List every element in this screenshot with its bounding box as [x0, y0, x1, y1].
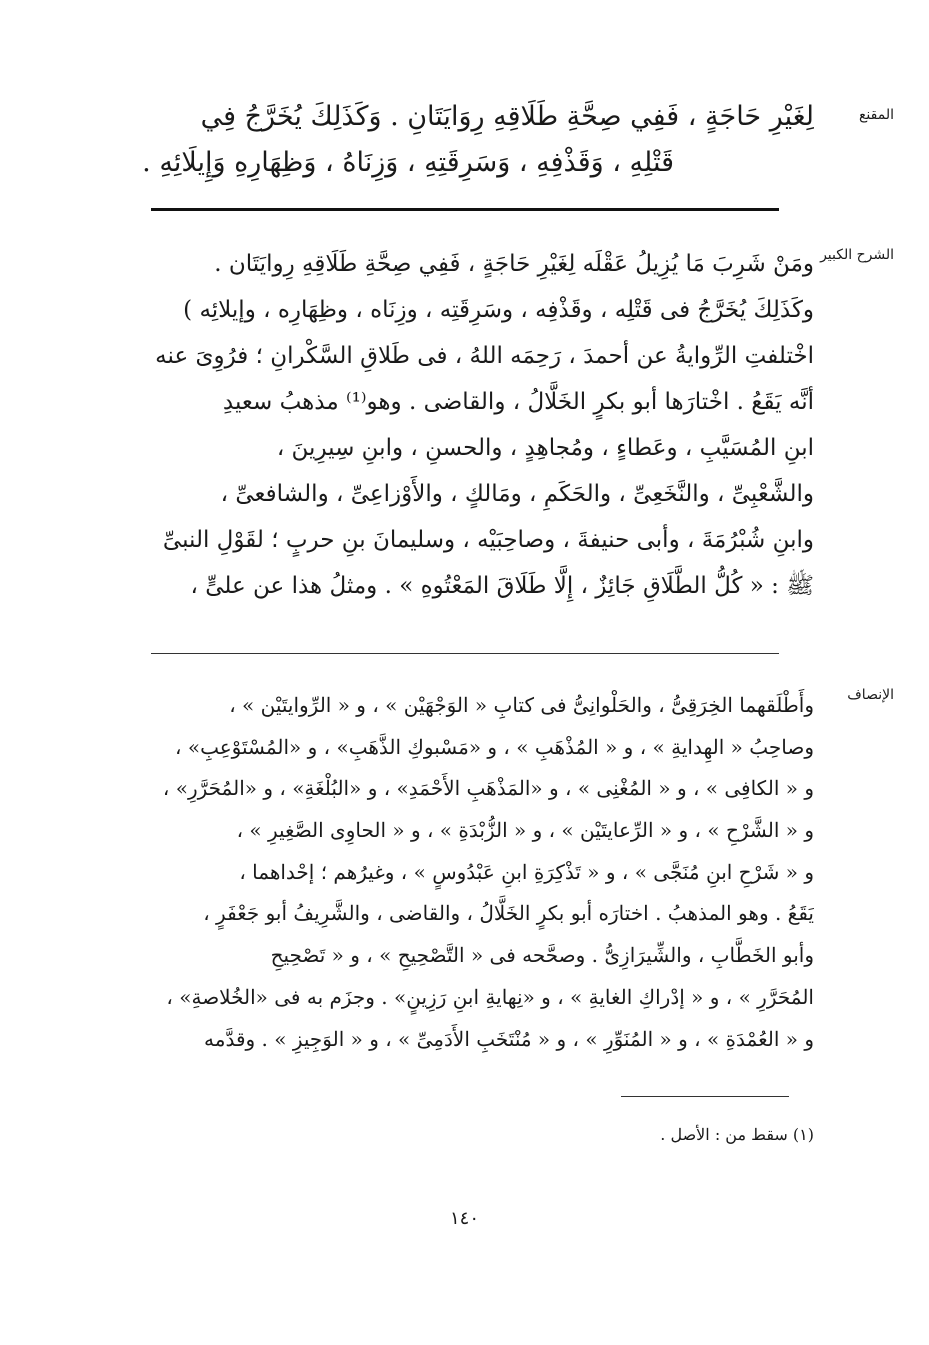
- text-line: و « الشَّرْحِ » ، و « الرِّعايتَيْن » ، و « الزُّبْدَةِ » ، و « الحاوِى الصَّغِيرِ » ،: [236, 818, 814, 843]
- insaf-text: [114, 685, 814, 1060]
- text-line: قَتْلِهِ ، وَقَذْفِهِ ، وَسَرِقَتِهِ ، وَزِنَاهُ ، وَظِهَارِهِ وَإِيلَائِهِ .: [142, 147, 674, 178]
- footnote-text: (١) سقط من : الأصل .: [660, 1125, 814, 1144]
- footnote-divider: [621, 1096, 789, 1097]
- text-line: المُحَرَّرِ » ، و « إدْراكِ الغايةِ » ، و «نِهايةِ ابنِ رَزِينٍ» . وجزَم به فى «الخُلاصةِ» ،: [166, 984, 814, 1009]
- page-number: ١٤٠: [449, 1208, 479, 1229]
- text-line: ابنِ المُسَيَّبِ ، وعَطاءٍ ، ومُجاهِدٍ ، والحسنِ ، وابنِ سِيرِينَ ،: [276, 435, 814, 461]
- text-line: و « الكافِى » ، و « المُغْنِى » ، و «المَذْهَبِ الأَحْمَدِ» ، و «البُلْغَةِ» ، و «المُحَرَّرِ» ،: [162, 776, 814, 801]
- muqni-text: [114, 94, 814, 186]
- section-label-muqni: المقنع: [858, 107, 894, 123]
- section-divider-thick: [151, 208, 779, 211]
- sharh-text: [114, 241, 814, 609]
- text-line: وابنِ شُبْرُمَةَ ، وأبى حنيفةَ ، وصاحِبَيْه ، وسليمانَ بنِ حربٍ ؛ لقَوْلِ النبىِّ: [162, 527, 814, 553]
- text-line: وأبو الخَطَّابِ ، والشِّيرَازِىُّ . وصحَّحه فى « التَّصْحِيحِ » ، و « تَصْحِيحِ: [270, 943, 814, 968]
- section-label-insaf: الإنصاف: [847, 687, 894, 703]
- text-line: أنَّه يَقَعُ . اخْتارَها أبو بكرٍ الخَلَّالُ ، والقاضى . وهو⁽¹⁾ مذهبُ سعيدِ: [222, 389, 814, 415]
- footnote: [114, 1122, 814, 1148]
- section-divider-thin: [151, 653, 779, 654]
- text-line: و « شَرْحِ ابنِ مُنَجَّى » ، و « تَذْكِرَةِ ابنِ عَبْدُوسٍ » ، وغيرُهم ؛ إحْداهما ،: [239, 859, 814, 884]
- text-line: ﷺ : « كُلُّ الطَّلَاقِ جَائِزٌ ، إِلَّا طَلَاقَ المَعْتُوهِ » . ومثلُ هذا عن علىٍّ ،: [190, 573, 814, 599]
- text-line: لِغَيْرِ حَاجَةٍ ، فَفِي صِحَّةِ طَلَاقِهِ رِوَايَتَانِ . وَكَذَلِكَ يُخَرَّجُ فِي: [200, 101, 814, 132]
- text-line: يَقَعُ . وهو المذهبُ . اختارَه أبو بكرٍ الخَلَّالُ ، والقاضى ، والشَّرِيفُ أبو جَعْفَرٍ ،: [203, 901, 814, 926]
- text-line: والشَّعْبِىِّ ، والنَّخَعِىِّ ، والحَكَمِ ، ومَالكٍ ، والأَوْزاعِىِّ ، والشافعىِّ ،: [220, 481, 814, 507]
- text-line: وصاحِبُ « الهِدايةِ » ، و « المُذْهَبِ » ، و «مَسْبوكِ الذَّهَبِ» ، و «المُسْتَوْعِبِ» ،: [175, 734, 814, 759]
- text-line: اخْتلفتِ الرِّوايةُ عن أحمدَ ، رَحِمَه اللهُ ، فى طَلاقِ السَّكْرانِ ؛ فرُوِىَ عنه: [155, 343, 814, 369]
- text-line: ومَنْ شَرِبَ مَا يُزِيلُ عَقْلَه لِغَيْرِ حَاجَةٍ ، فَفِي صِحَّةِ طَلَاقِهِ رِوايَتَان .: [214, 251, 814, 277]
- section-label-sharh: الشرح الكبير: [820, 247, 894, 263]
- text-line: و « العُمْدَةِ » ، و « المُنَوِّرِ » ، و « مُنْتَخَبِ الأَدَمِىِّ » ، و « الوَجِيزِ » . وقدَّمه: [204, 1026, 814, 1051]
- text-line: وكَذَلِكَ يُخَرَّجُ فى قَتْلِه ، وقَذْفِه ، وسَرِقَتِه ، وزِنَاه ، وظِهَارِه ، وإيلائِه ): [183, 297, 814, 323]
- text-line: وأَطْلَقهما الخِرَقِىُّ ، والحَلْوانِىُّ فى كتابِ « الوَجْهَيْن » ، و « الرِّوايتَيْن » ،: [229, 693, 814, 717]
